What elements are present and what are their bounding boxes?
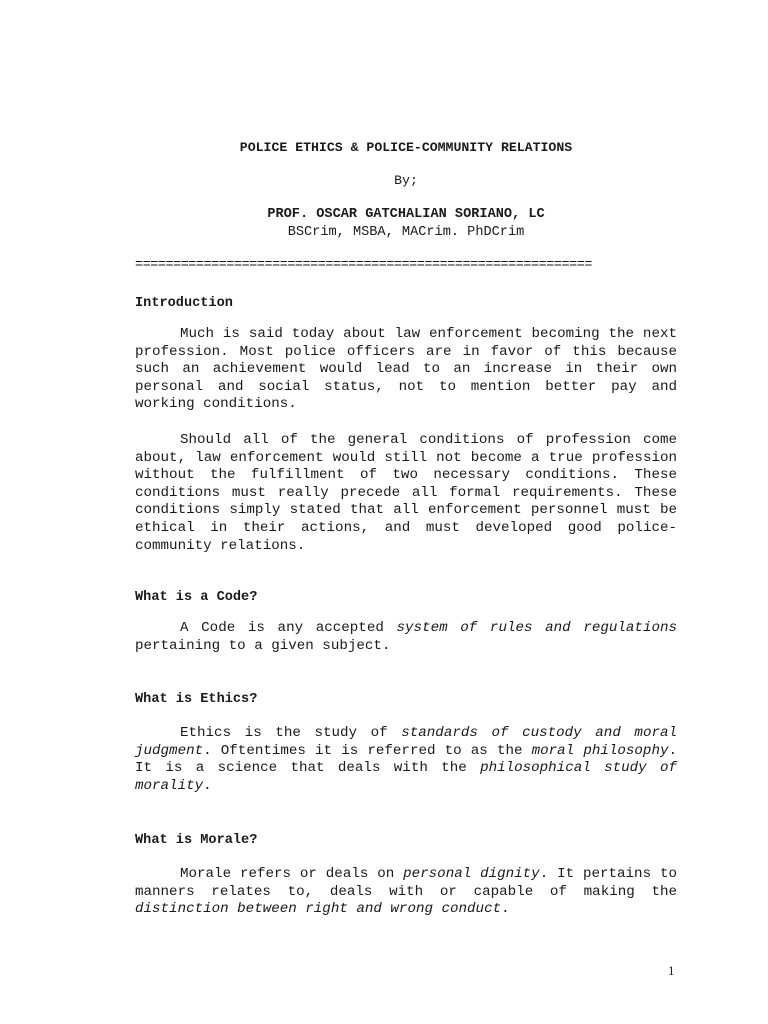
morale-paragraph xyxy=(135,866,677,919)
heading-what-is-morale: What is Morale? xyxy=(135,833,258,848)
ethics-italic-3: philosophical study of morality xyxy=(135,760,678,794)
page-number: 1 xyxy=(668,963,675,978)
morale-italic-1: personal dignity xyxy=(403,866,540,882)
intro-paragraph-2-text: Should all of the general conditions of profession come about, law enforcement would still not become a true profession without the fulfillment of two necessary conditions. These conditions must really precede all formal requirements. These conditions simply stated that all enforcement personnel must be ethical in their actions, and must developed good police-community relations. xyxy=(135,432,677,554)
ethics-text-4: . xyxy=(203,777,212,794)
document-title: POLICE ETHICS & POLICE-COMMUNITY RELATIONS xyxy=(239,140,573,155)
heading-introduction: Introduction xyxy=(135,296,233,311)
intro-paragraph-1-text: Much is said today about law enforcement becoming the next profession. Most police officers are in favor of this because such an achievement would lead to an increase in their own personal and social status, not to mention better pay and working conditions. xyxy=(135,326,677,413)
morale-italic-2: distinction between right and wrong conduct xyxy=(135,901,502,918)
morale-text-1: Morale refers or deals on xyxy=(180,866,404,882)
heading-what-is-ethics: What is Ethics? xyxy=(135,692,258,707)
ethics-italic-2: moral philosophy xyxy=(531,742,669,759)
ethics-italic-1: standards of custody and moral judgment xyxy=(135,725,677,759)
morale-text-2: . It pertains to manners relates to, deals with or capable of making the xyxy=(135,866,677,900)
code-italic-1: system of rules and regulations xyxy=(396,620,677,636)
author-name: PROF. OSCAR GATCHALIAN SORIANO, LC xyxy=(267,207,545,222)
author-degrees: BSCrim, MSBA, MACrim. PhDCrim xyxy=(287,225,525,240)
morale-text-3: . xyxy=(501,901,510,918)
section-divider: ============================================================ xyxy=(135,258,592,273)
ethics-text-2: . Oftentimes it is referred to as the xyxy=(203,742,532,759)
ethics-paragraph xyxy=(135,725,677,795)
ethics-text-3: . It is a science that deals with the xyxy=(135,742,677,777)
intro-paragraph-1 xyxy=(135,326,677,414)
ethics-text-1: Ethics is the study of xyxy=(180,725,402,741)
heading-what-is-a-code: What is a Code? xyxy=(135,590,258,605)
intro-paragraph-2 xyxy=(135,432,677,555)
code-text-2: pertaining to a given subject. xyxy=(135,637,391,654)
code-text-1: A Code is any accepted xyxy=(180,620,397,636)
byline: By; xyxy=(394,173,418,188)
code-paragraph xyxy=(135,620,677,655)
